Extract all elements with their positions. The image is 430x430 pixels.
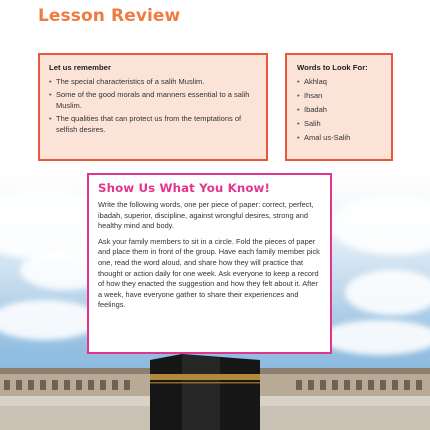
list-item: • Akhlaq [297,76,383,87]
list-item: • Salih [297,118,383,129]
list-item: • Ibadah [297,104,383,115]
list-item: • Amal us-Salih [297,132,383,143]
cloud [345,270,430,315]
remember-box [38,53,268,161]
remember-list [49,76,258,135]
show-us-title: Show Us What You Know! [98,181,271,195]
kaaba-courtyard-illustration [0,350,430,430]
list-item: • Ihsan [297,90,383,101]
list-item: • The special characteristics of a salih Muslim. [49,76,258,87]
list-item: • The qualities that can protect us from the temptations of selfish desires. [49,113,258,135]
show-us-paragraph: Write the following words, one per piece of paper: correct, perfect, ibadah, superior, discipline, against wrongful desires, strong and healthy mind and body. [98,200,314,231]
words-heading: Words to Look For: [297,63,368,72]
list-item: • Some of the good morals and manners essential to a salih Muslim. [49,89,258,111]
words-box [285,53,393,161]
remember-heading: Let us remember [49,63,111,72]
show-us-box [87,173,332,354]
words-list [297,76,383,143]
page-title: Lesson Review [38,6,181,26]
show-us-paragraph: Ask your family members to sit in a circle. Fold the pieces of paper and place them in front of the group. Have each family member pick one, read the word aloud, and share how they will practice that thought or action daily for one week. Ask everyone to keep a record of how they enacted the suggestion and how they felt about it. After a week, have everyone gather to share their experiences and feelings. [98,236,320,310]
